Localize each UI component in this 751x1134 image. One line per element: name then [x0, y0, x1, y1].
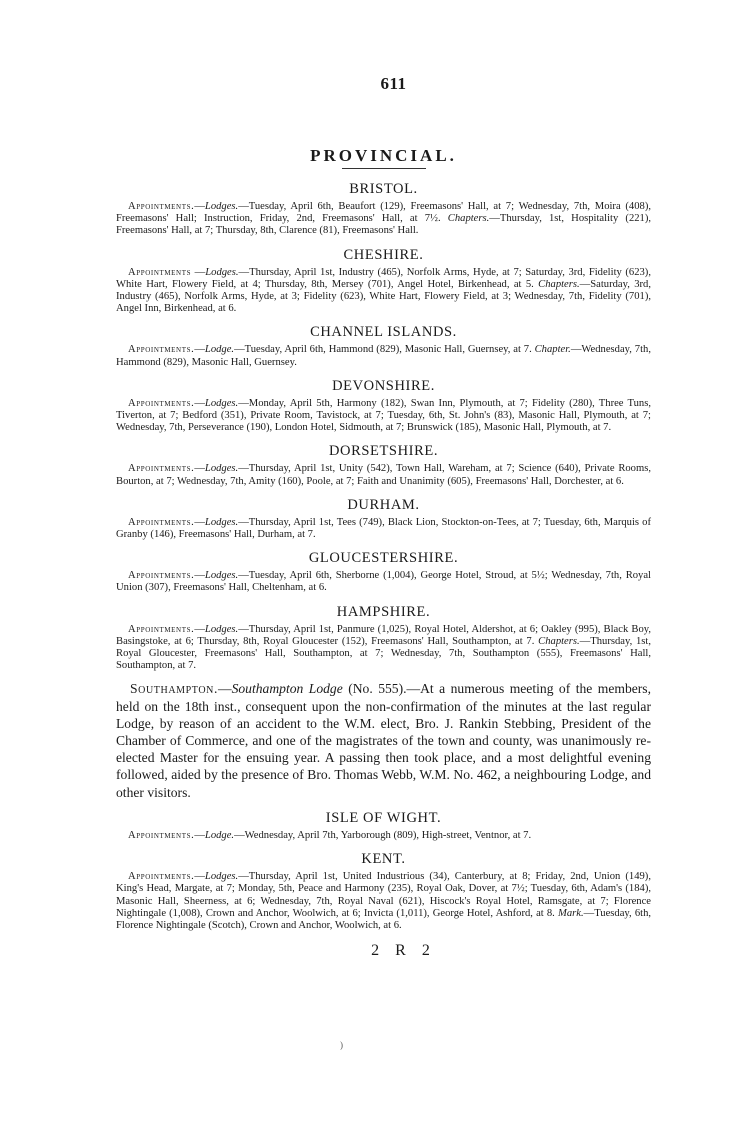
section-heading-channel-islands: CHANNEL ISLANDS.	[310, 324, 457, 341]
chapters-text: —Saturday, 3rd, Industry (465), Norfolk Arms, Hyde, at 3; Fidelity (623), White Hart, Flowery Field, at 3; Wednesday, 7th, Fidelity (701), Angel Inn, Birkenhead, at 6.	[116, 278, 651, 315]
chapters-text: —Thursday, 1st, Royal Gloucester, Freemasons' Hall, Southampton, at 7; Wednesday, 7th, Southampton (555), Freemasons' Hall, Southampton, at 7.	[116, 635, 651, 672]
lodges-label: Lodges.	[204, 871, 239, 883]
lodges-label: Lodges.	[204, 570, 239, 582]
page-title: PROVINCIAL.	[310, 146, 457, 165]
report-lodge-name: Southampton Lodge	[231, 681, 343, 697]
dash: —	[194, 516, 205, 528]
lodges-text: —Thursday, April 1st, United Industrious (34), Canterbury, at 8; Friday, 2nd, Union (149), King's Head, Margate, at 7; Monday, 5th, Peace and Harmony (235), Royal Oak, Dover, at 7½; Tuesday, 6th, Adam's (184), Masonic Hall, Sheerness, at 6; Wednesday, 7th, Royal Naval (621), Hiscock's Royal Hotel, Ramsgate, at 7; Florence Nightingale (1,008), Crown and Anchor, Woolwich, at 6; Invicta (1,011), George Hotel, Ashford, at 8.	[116, 871, 651, 919]
chapters-label: Chapters.	[447, 213, 490, 225]
stray-mark: )	[340, 1040, 343, 1050]
lodges-label: Lodge.	[204, 344, 235, 356]
appointments-label: Appointments.	[128, 516, 195, 528]
dash: —	[194, 463, 205, 475]
appointments-dorsetshire	[116, 463, 651, 487]
appointments-label: Appointments.	[128, 344, 195, 356]
lodges-text: —Thursday, April 1st, Tees (749), Black Lion, Stockton-on-Tees, at 7; Tuesday, 6th, Marquis of Granby (146), Freemasons' Hall, Durham, at 7.	[116, 516, 651, 541]
dash: —	[194, 344, 205, 356]
chapters-label: Chapter.	[534, 344, 571, 356]
chapters-label: Chapters.	[538, 635, 580, 647]
chapters-text: —Thursday, 1st, Hospitality (221), Freemasons' Hall, at 7; Thursday, 8th, Clarence (81), Freemasons' Hall.	[116, 213, 652, 237]
appointments-label: Appointments.	[128, 829, 195, 841]
dash: —	[194, 266, 206, 278]
lodges-text: —Thursday, April 1st, Unity (542), Town Hall, Wareham, at 7; Science (640), Private Rooms, Bourton, at 7; Wednesday, 7th, Amity (160), Poole, at 7; Faith and Unanimity (605), Freemasons' Hall, Dorchester, at 6.	[116, 463, 651, 487]
lodges-label: Lodges.	[204, 463, 239, 475]
southampton-report	[116, 680, 651, 800]
dash: —	[194, 570, 205, 582]
lodges-label: Lodges.	[204, 623, 239, 635]
mark-text: —Tuesday, 6th, Florence Nightingale (Scotch), Crown and Anchor, Woolwich, at 6.	[116, 907, 652, 931]
lodges-text: —Tuesday, April 6th, Hammond (829), Masonic Hall, Guernsey, at 7.	[234, 344, 532, 356]
appointments-kent	[116, 871, 651, 932]
lodges-label: Lodges.	[204, 397, 239, 409]
page-number: 611	[380, 74, 407, 93]
appointments-label: Appointments.	[128, 463, 195, 475]
section-heading-gloucestershire: GLOUCESTERSHIRE.	[308, 550, 459, 567]
lodges-text: —Tuesday, April 6th, Beaufort (129), Freemasons' Hall, at 7; Wednesday, 7th, Moira (408), Freemasons' Hall; Instruction, Friday, 2nd, Freemasons' Hall, at 7½.	[116, 201, 651, 225]
appointments-label: Appointments.	[128, 623, 195, 635]
appointments-durham	[116, 517, 651, 541]
section-heading-isle-of-wight: ISLE OF WIGHT.	[325, 809, 442, 826]
appointments-bristol	[116, 201, 651, 238]
appointments-channel-islands	[116, 344, 651, 368]
lodges-text: —Tuesday, April 6th, Sherborne (1,004), George Hotel, Stroud, at 5½; Wednesday, 7th, Royal Union (307), Freemasons' Hall, Cheltenham, at 6.	[116, 570, 651, 594]
signature-mark: 2 R 2	[371, 942, 436, 960]
section-heading-durham: DURHAM.	[347, 496, 420, 513]
lodges-text: —Wednesday, April 7th, Yarborough (809), High-street, Ventnor, at 7.	[234, 829, 532, 841]
page-body	[116, 74, 651, 960]
appointments-hampshire	[116, 624, 651, 673]
section-heading-kent: KENT.	[361, 851, 406, 868]
appointments-label: Appointments.	[128, 397, 195, 409]
appointments-label: Appointments	[128, 266, 192, 278]
lodges-label: Lodges.	[204, 516, 239, 528]
report-place: Southampton.	[130, 681, 218, 697]
section-heading-dorsetshire: DORSETSHIRE.	[328, 443, 439, 460]
appointments-label: Appointments.	[128, 570, 195, 582]
title-rule	[342, 168, 426, 169]
section-heading-devonshire: DEVONSHIRE.	[332, 377, 435, 394]
lodges-label: Lodges.	[204, 201, 239, 212]
lodges-text: —Thursday, April 1st, Panmure (1,025), Royal Hotel, Aldershot, at 6; Oakley (995), Black Boy, Basingstoke, at 6; Thursday, 8th, Royal Gloucester (152), Freemasons' Hall, Southampton, at 7.	[116, 623, 651, 647]
section-heading-hampshire: HAMPSHIRE.	[336, 603, 431, 620]
dash: —	[194, 623, 205, 635]
appointments-isle-of-wight	[116, 830, 651, 842]
appointments-cheshire	[116, 267, 651, 316]
appointments-gloucestershire	[116, 570, 651, 594]
section-heading-cheshire: CHESHIRE.	[343, 246, 424, 263]
appointments-label: Appointments.	[128, 201, 195, 212]
section-heading-bristol: BRISTOL.	[349, 181, 418, 197]
lodges-text: —Thursday, April 1st, Industry (465), Norfolk Arms, Hyde, at 7; Saturday, 3rd, Fidelity (623), White Hart, Flowery Field, at 4; Thursday, 8th, Mersey (701), Angel Hotel, Birkenhead, at 5.	[116, 266, 651, 290]
chapters-text: —Wednesday, 7th, Hammond (829), Masonic Hall, Guernsey.	[116, 344, 651, 368]
report-body: (No. 555).—At a numerous meeting of the members, held on the 18th inst., consequent upon the non-confirmation of the minutes at the last regular Lodge, by reason of an accident to the W.M. elect, Bro. J. Rankin Stebbing, President of the Chamber of Commerce, and one of the magistrates of the town and county, was unanimously re-elected Master for the ensuing year. A passing then took place, and a most delightful evening followed, aided by the presence of Bro. Thomas Webb, W.M. No. 462, a neighbouring Lodge, and other visitors.	[116, 681, 651, 800]
dash: —	[194, 871, 205, 883]
dash: —	[217, 681, 232, 697]
appointments-label: Appointments.	[128, 871, 195, 883]
chapters-label: Chapters.	[538, 278, 580, 290]
dash: —	[194, 397, 205, 409]
appointments-devonshire	[116, 398, 651, 435]
dash: —	[194, 829, 205, 841]
mark-label: Mark.	[558, 907, 584, 919]
lodges-text: —Monday, April 5th, Harmony (182), Swan Inn, Plymouth, at 7; Fidelity (280), Three Tuns, Tiverton, at 7; Bedford (351), Private Room, Tavistock, at 7; Tuesday, 6th, St. John's (83), Masonic Hall, Plymouth, at 7; Wednesday, 7th, Perseverance (190), London Hotel, Sidmouth, at 7; Brunswick (185), Masonic Hall, Plymouth, at 7.	[116, 397, 651, 434]
lodges-label: Lodges.	[205, 266, 239, 278]
dash: —	[194, 201, 205, 212]
lodges-label: Lodge.	[204, 829, 235, 841]
